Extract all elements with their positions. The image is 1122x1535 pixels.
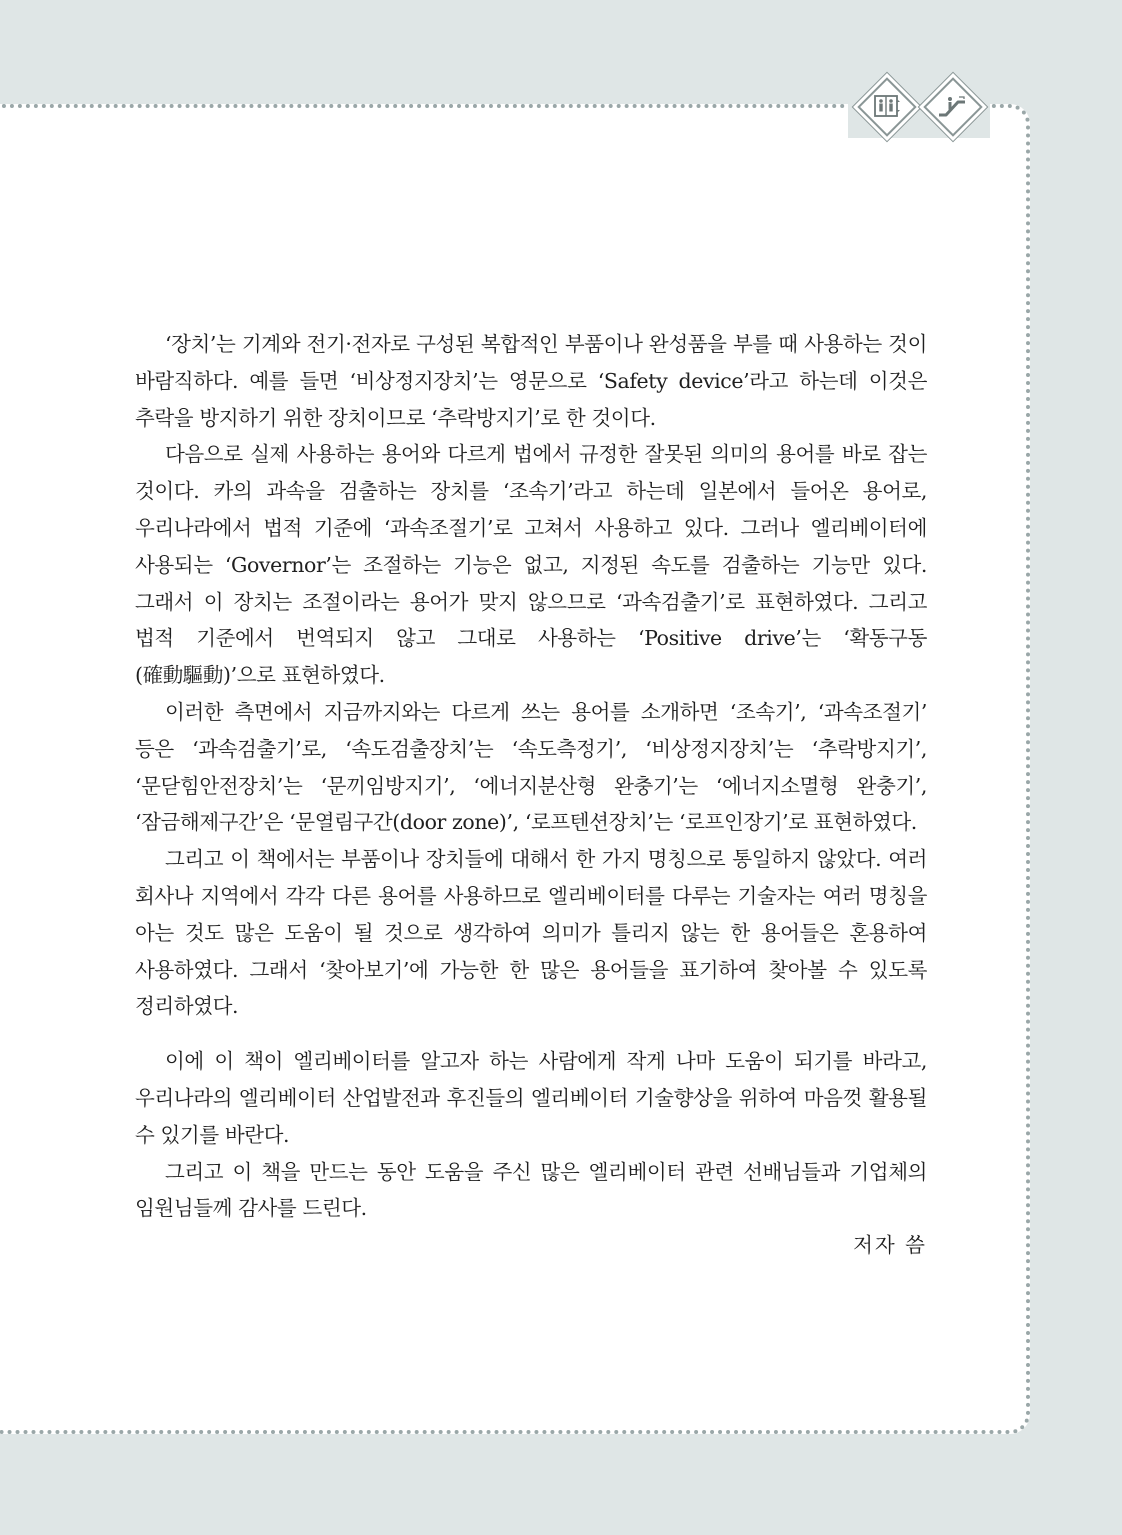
preface-body [135, 326, 927, 1264]
paragraph-terms: 이러한 측면에서 지금까지와는 다르게 쓰는 용어를 소개하면 ‘조속기’, ‘과속조절기’ 등은 ‘과속검출기’로, ‘속도검출장치’는 ‘속도측정기’, ‘비상정지장치’는 ‘추락방지기’, ‘문닫힘안전장치’는 ‘문끼임방지기’, ‘에너지분산형 완충기’는 ‘에너지소멸형 완충기’, ‘잠금해제구간’은 ‘문열림구간(door zone)’, ‘로프텐션장치’는 ‘로프인장기’로 표현하였다. [135, 699, 927, 835]
elevator-icon [870, 90, 902, 122]
paragraph-hope: 이에 이 책이 엘리베이터를 알고자 하는 사람에게 작게 나마 도움이 되기를 바라고, 우리나라의 엘리베이터 산업발전과 후진들의 엘리베이터 기술향상을 위하여 마음껏 활용될 수 있기를 바란다. [135, 1049, 927, 1147]
header-icon-group [848, 76, 990, 138]
elevator-badge [856, 76, 916, 136]
escalator-badge [922, 76, 982, 136]
paragraph-devices: ‘장치’는 기계와 전기·전자로 구성된 복합적인 부품이나 완성품을 부를 때 사용하는 것이 바람직하다. 예를 들면 ‘비상정지장치’는 영문으로 ‘Safety device’라고 하는데 이것은 추락을 방지하기 위한 장치이므로 ‘추락방지기’로 한 것이다. [135, 332, 927, 430]
paragraph-naming: 그리고 이 책에서는 부품이나 장치들에 대해서 한 가지 명칭으로 통일하지 않았다. 여러 회사나 지역에서 각각 다른 용어를 사용하므로 엘리베이터를 다루는 기술자는 여러 명칭을 아는 것도 많은 도움이 될 것으로 생각하여 의미가 틀리지 않는 한 용어들은 혼용하여 사용하였다. 그래서 ‘찾아보기’에 가능한 한 많은 용어들을 표기하여 찾아볼 수 있도록 정리하였다. [135, 847, 927, 1019]
author-signature: 저자 씀 [853, 1233, 927, 1258]
escalator-icon [936, 90, 968, 122]
paragraph-thanks: 그리고 이 책을 만드는 동안 도움을 주신 많은 엘리베이터 관련 선배님들과 기업체의 임원님들께 감사를 드린다. [135, 1159, 927, 1221]
paragraph-governor: 다음으로 실제 사용하는 용어와 다르게 법에서 규정한 잘못된 의미의 용어를 바로 잡는 것이다. 카의 과속을 검출하는 장치를 ‘조속기’라고 하는데 일본에서 들어온 용어로, 우리나라에서 법적 기준에 ‘과속조절기’로 고쳐서 사용하고 있다. 그러나 엘리베이터에 사용되는 ‘Governor’는 조절하는 기능은 없고, 지정된 속도를 검출하는 기능만 있다. 그래서 이 장치는 조절이라는 용어가 맞지 않으므로 ‘과속검출기’로 표현하였다. 그리고 법적 기준에서 번역되지 않고 그대로 사용하는 ‘Positive drive’는 ‘확동구동(確動驅動)’으로 표현하였다. [135, 442, 927, 688]
